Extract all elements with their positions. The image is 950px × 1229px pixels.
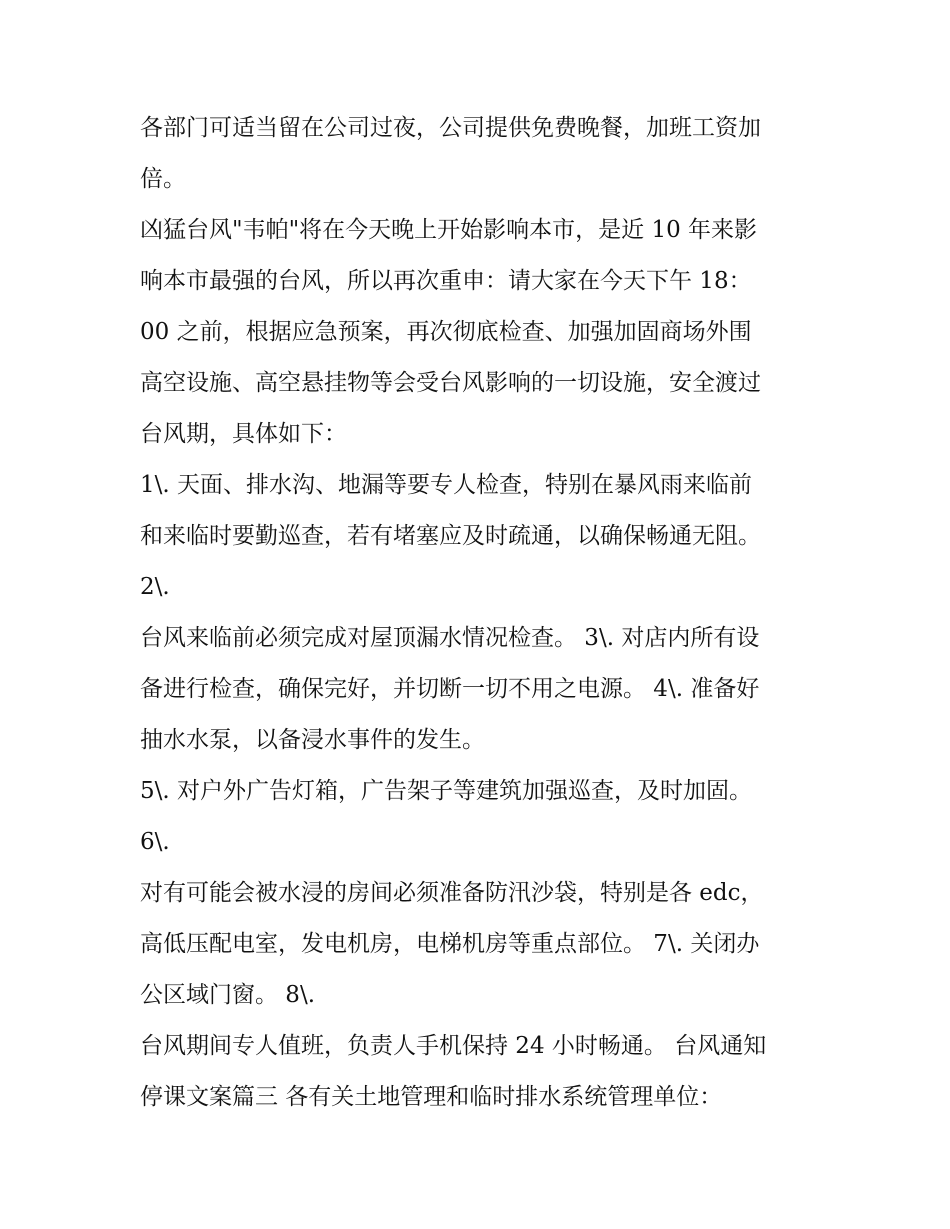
- text-line: 6\.: [140, 829, 170, 855]
- text-line: 抽水水泵，以备浸水事件的发生。: [140, 727, 485, 753]
- text-line: 凶猛台风"韦帕"将在今天晚上开始影响本市，是近 10 年来影: [140, 217, 758, 243]
- text-line: 台风期间专人值班，负责人手机保持 24 小时畅通。 台风通知: [140, 1033, 767, 1059]
- text-line: 1\. 天面、排水沟、地漏等要专人检查，特别在暴风雨来临前: [140, 472, 753, 498]
- text-line: 5\. 对户外广告灯箱，广告架子等建筑加强巡查，及时加固。: [140, 778, 753, 804]
- text-line: 2\.: [140, 574, 170, 600]
- text-line: 台风来临前必须完成对屋顶漏水情况检查。 3\. 对店内所有设: [140, 625, 760, 651]
- text-line: 公区域门窗。 8\.: [140, 982, 316, 1008]
- text-line: 倍。: [140, 166, 186, 192]
- text-line: 台风期，具体如下：: [140, 421, 347, 447]
- text-line: 对有可能会被水浸的房间必须准备防汛沙袋，特别是各 edc，: [140, 880, 764, 906]
- text-line: 00 之前，根据应急预案，再次彻底检查、加强加固商场外围: [140, 319, 752, 345]
- document-body: [140, 103, 820, 1123]
- text-line: 高低压配电室，发电机房，电梯机房等重点部位。 7\. 关闭办: [140, 931, 760, 957]
- text-line: 停课文案篇三 各有关土地管理和临时排水系统管理单位：: [140, 1084, 723, 1110]
- text-line: 备进行检查，确保完好，并切断一切不用之电源。 4\. 准备好: [140, 676, 760, 702]
- text-line: 高空设施、高空悬挂物等会受台风影响的一切设施，安全渡过: [140, 370, 761, 396]
- text-line: 响本市最强的台风，所以再次重申：请大家在今天下午 18：: [140, 268, 752, 294]
- text-line: 各部门可适当留在公司过夜，公司提供免费晚餐，加班工资加: [140, 115, 761, 141]
- text-line: 和来临时要勤巡查，若有堵塞应及时疏通，以确保畅通无阻。: [140, 523, 761, 549]
